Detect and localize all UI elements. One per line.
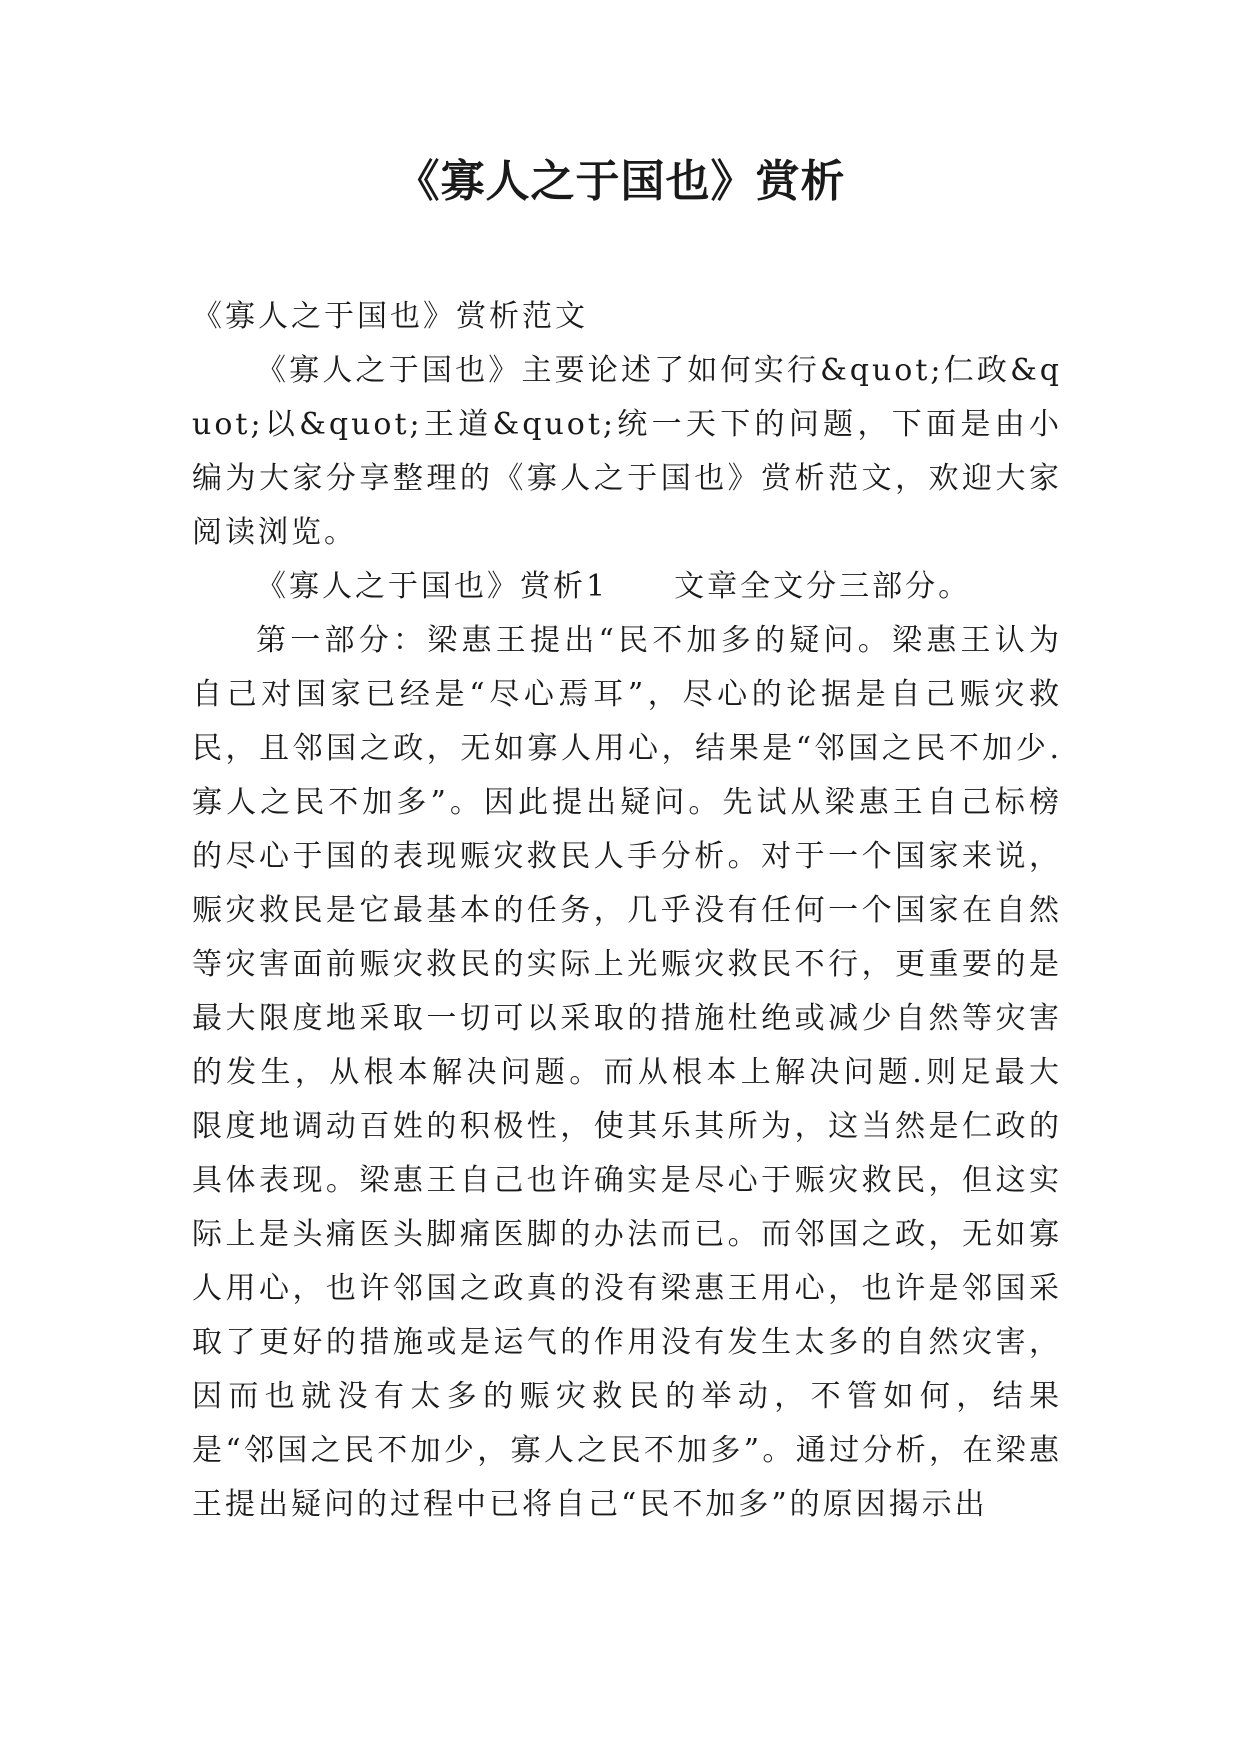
body-paragraph: 第一部分：梁惠王提出“民不加多的疑问。梁惠王认为自己对国家已经是“尽心焉耳”，尽心的论据是自己赈灾救民，且邻国之政，无如寡人用心，结果是“邻国之民不加少.寡人之民不加多”。因此提出疑问。先试从梁惠王自己标榜的尽心于国的表现赈灾救民人手分析。对于一个国家来说，赈灾救民是它最基本的任务，几乎没有任何一个国家在自然等灾害面前赈灾救民的实际上光赈灾救民不行，更重要的是最大限度地采取一切可以采取的措施杜绝或减少自然等灾害的发生，从根本解决问题。而从根本上解决问题.则足最大限度地调动百姓的积极性，使其乐其所为，这当然是仁政的具体表现。梁惠王自己也许确实是尽心于赈灾救民，但这实际上是头痛医头脚痛医脚的办法而已。而邻国之政，无如寡人用心，也许邻国之政真的没有梁惠王用心，也许是邻国采取了更好的措施或是运气的作用没有发生太多的自然灾害，因而也就没有太多的赈灾救民的举动，不管如何，结果是“邻国之民不加少，寡人之民不加多”。通过分析，在梁惠王提出疑问的过程中已将自己“民不加多”的原因揭示出 bbox=[192, 623, 1062, 1522]
section-heading-paragraph: 《寡人之于国也》赏析1 文章全文分三部分。 bbox=[256, 569, 972, 604]
section-subheading: 《寡人之于国也》赏析范文 bbox=[192, 299, 588, 334]
intro-paragraph: 《寡人之于国也》主要论述了如何实行&quot;仁政&quot;以&quot;王道&quot;统一天下的问题，下面是由小编为大家分享整理的《寡人之于国也》赏析范文，欢迎大家阅读浏览。 bbox=[192, 353, 1062, 550]
document-title: 《寡人之于国也》赏析 bbox=[395, 156, 846, 207]
document-body bbox=[192, 290, 1062, 1532]
